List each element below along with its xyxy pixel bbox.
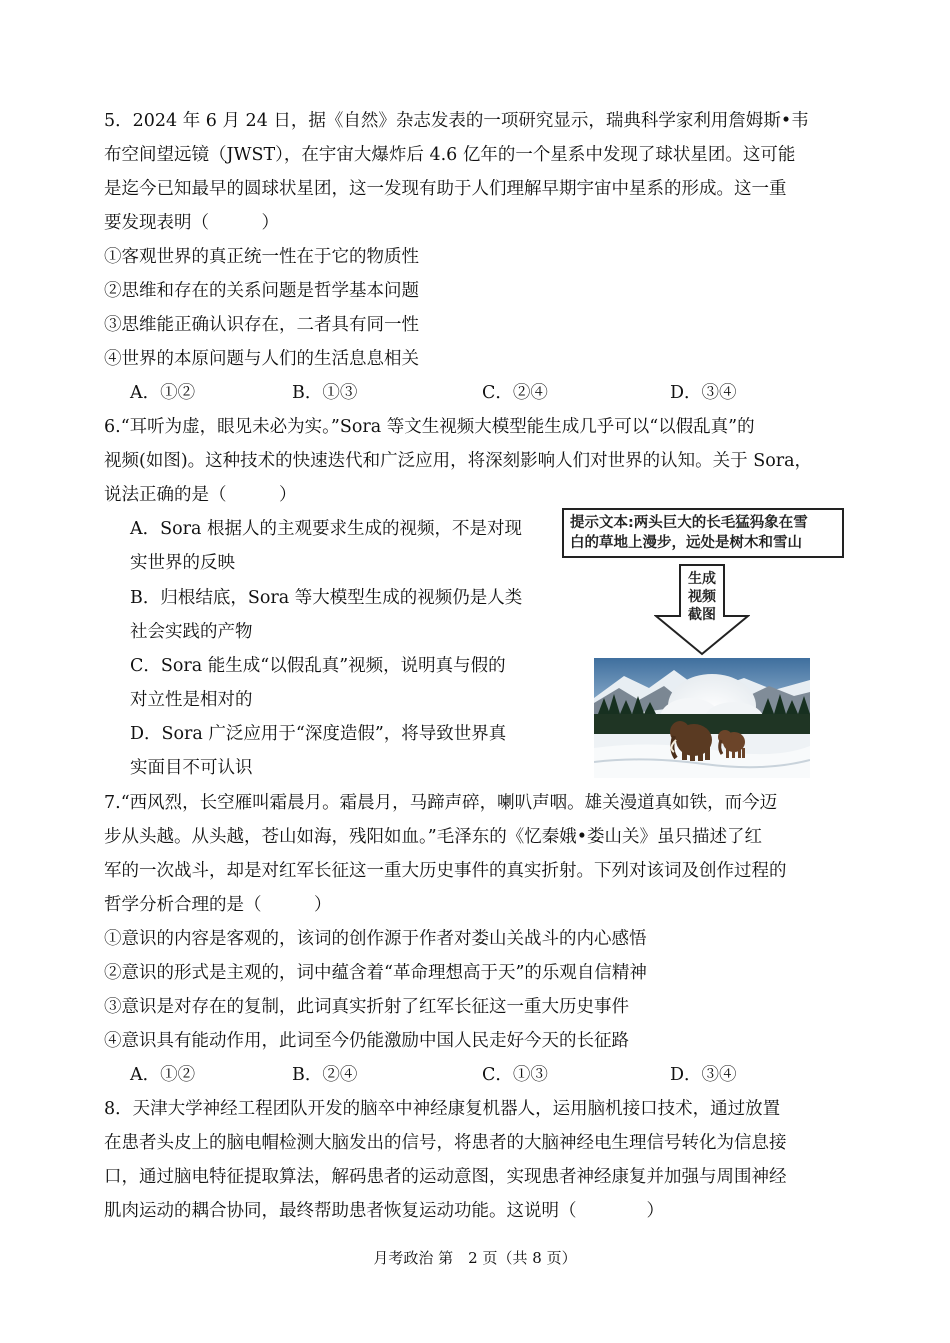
page-footer: 月考政治 第 2 页（共 8 页）: [373, 1249, 577, 1267]
q6-option-b-cont: 社会实践的产物: [130, 622, 253, 642]
q6-option-a[interactable]: A．Sora 根据人的主观要求生成的视频，不是对现: [130, 519, 523, 539]
q7-choice-d[interactable]: D．③④: [670, 1065, 737, 1085]
q7-statement: ④意识具有能动作用，此词至今仍能激励中国人民走好今天的长征路: [104, 1031, 629, 1051]
prompt-text-line: 白的草地上漫步，远处是树木和雪山: [570, 535, 802, 551]
q5-choice-c[interactable]: C．②④: [482, 383, 548, 403]
sora-prompt-box: [562, 508, 844, 558]
q5-statement: ③思维能正确认识存在，二者具有同一性: [104, 315, 419, 335]
q7-statement: ①意识的内容是客观的，该词的创作源于作者对娄山关战斗的内心感悟: [104, 929, 647, 949]
arrow-label: 生成 视频 截图: [688, 571, 716, 623]
q8-stem-line: 在患者头皮上的脑电帽检测大脑发出的信号，将患者的大脑神经电生理信号转化为信息接: [104, 1133, 787, 1153]
q6-stem-line: 6.“耳听为虚，眼见未必为实。”Sora 等文生视频大模型能生成几乎可以“以假乱真”的: [104, 417, 755, 437]
q5-stem-line: 布空间望远镜（JWST），在宇宙大爆炸后 4.6 亿年的一个星系中发现了球状星团。这可能: [104, 145, 796, 165]
q5-choice-b[interactable]: B．①③: [292, 383, 358, 403]
q8-stem-line: 肌肉运动的耦合协同，最终帮助患者恢复运动功能。这说明（ ）: [104, 1201, 664, 1221]
q5-statement: ①客观世界的真正统一性在于它的物质性: [104, 247, 419, 267]
generate-arrow-icon: [654, 564, 750, 656]
q5-choice-d[interactable]: D．③④: [670, 383, 737, 403]
q7-stem-line: 哲学分析合理的是（ ）: [104, 895, 332, 915]
q5-stem-line: 要发现表明（ ）: [104, 213, 279, 233]
q6-option-b[interactable]: B．归根结底，Sora 等大模型生成的视频仍是人类: [130, 588, 523, 608]
q5-statement: ②思维和存在的关系问题是哲学基本问题: [104, 281, 419, 301]
q6-option-d[interactable]: D．Sora 广泛应用于“深度造假”，将导致世界真: [130, 724, 507, 744]
q8-stem-line: 8．天津大学神经工程团队开发的脑卒中神经康复机器人，运用脑机接口技术，通过放置: [104, 1099, 781, 1119]
q5-choice-a[interactable]: A．①②: [130, 383, 196, 403]
q6-stem-line: 视频(如图)。这种技术的快速迭代和广泛应用，将深刻影响人们对世界的认知。关于 Sora，: [104, 451, 813, 471]
q8-stem-line: 口，通过脑电特征提取算法，解码患者的运动意图，实现患者神经康复并加强与周围神经: [104, 1167, 787, 1187]
prompt-text-line: 提示文本:两头巨大的长毛猛犸象在雪: [570, 515, 808, 531]
q5-statement: ④世界的本原问题与人们的生活息息相关: [104, 349, 419, 369]
q7-statement: ③意识是对存在的复制，此词真实折射了红军长征这一重大历史事件: [104, 997, 629, 1017]
mammoth-video-screenshot: [594, 658, 810, 778]
q7-choice-a[interactable]: A．①②: [130, 1065, 196, 1085]
q7-stem-line: 步从头越。从头越，苍山如海，残阳如血。”毛泽东的《忆秦娥•娄山关》虽只描述了红: [104, 827, 763, 847]
q5-stem-line: 是迄今已知最早的圆球状星团，这一发现有助于人们理解早期宇宙中星系的形成。这一重: [104, 179, 787, 199]
q5-stem-line: 5．2024 年 6 月 24 日，据《自然》杂志发表的一项研究显示，瑞典科学家利用詹姆斯•韦: [104, 111, 809, 131]
q6-option-a-cont: 实世界的反映: [130, 553, 235, 573]
q7-stem-line: 7.“西风烈，长空雁叫霜晨月。霜晨月，马蹄声碎，喇叭声咽。雄关漫道真如铁，而今迈: [104, 793, 778, 813]
q6-option-d-cont: 实面目不可认识: [130, 758, 253, 778]
q7-choice-b[interactable]: B．②④: [292, 1065, 358, 1085]
q7-stem-line: 军的一次战斗，却是对红军长征这一重大历史事件的真实折射。下列对该词及创作过程的: [104, 861, 787, 881]
q6-option-c-cont: 对立性是相对的: [130, 690, 253, 710]
q7-choice-c[interactable]: C．①③: [482, 1065, 548, 1085]
q7-statement: ②意识的形式是主观的，词中蕴含着“革命理想高于天”的乐观自信精神: [104, 963, 647, 983]
q6-option-c[interactable]: C．Sora 能生成“以假乱真”视频，说明真与假的: [130, 656, 506, 676]
q6-stem-line: 说法正确的是（ ）: [104, 485, 297, 505]
